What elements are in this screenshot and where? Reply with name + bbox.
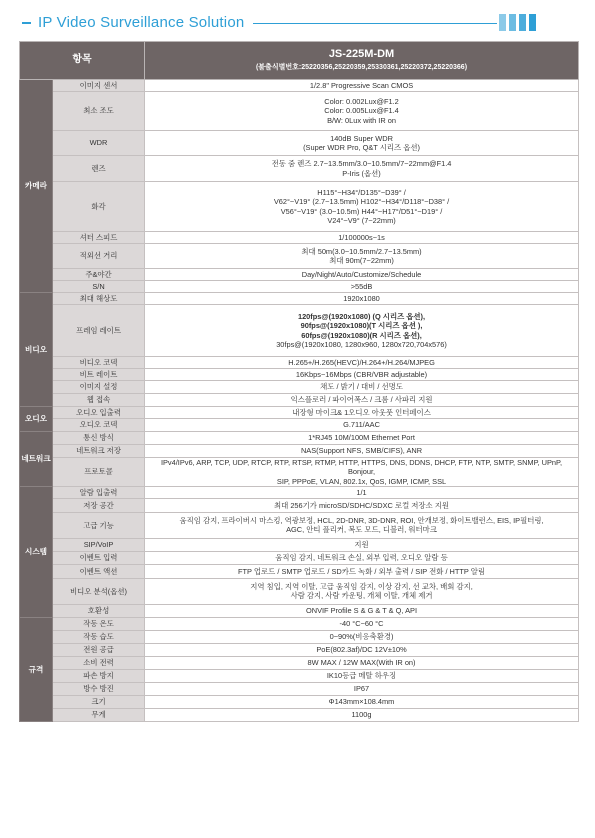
spec-value [145,419,579,432]
spec-value-line: V56°~V19° (3.0~10.5m) H44°~H17°/D51°~D19° / [280,206,443,216]
table-row [20,445,579,458]
spec-label: 셔터 스피드 [53,232,145,244]
spec-value-line: 120fps@(1920x1080) (Q 시리즈 옵션), [297,312,426,321]
category-spec: 규격 [20,617,53,721]
spec-value-line: SIP, PPPoE, VLAN, 802.1x, QoS, IGMP, ICMP, SSL [276,476,447,486]
table-row [20,182,579,232]
spec-label: 주&야간 [53,269,145,281]
spec-label: 이미지 센서 [53,80,145,92]
table-row [20,419,579,432]
spec-value-line: H115°~H34°/D135°~D39° / [317,188,406,197]
spec-value [145,281,579,293]
table-row [20,269,579,281]
table-row [20,578,579,604]
spec-value-line: 16Kbps~16Mbps (CBR/VBR adjustable) [295,369,428,379]
spec-value-line: 채도 / 밝기 / 대비 / 선명도 [320,382,403,392]
spec-value [145,458,579,487]
spec-label: S/N [53,281,145,293]
spec-value [145,498,579,512]
spec-value-line: IP67 [353,684,370,694]
table-row [20,656,579,669]
spec-value-line: IPv4/IPv6, ARP, TCP, UDP, RTCP, RTP, RTSP, RTMP, HTTP, HTTPS, DNS, DDNS, DHCP, FTP, NTP, SMTP, SNMP, UPnP, Bonjour, [160,458,563,477]
spec-value-line: Color: 0.002Lux@F1.2 [324,97,399,107]
table-row [20,617,579,630]
spec-value-line: V24°~V9° (7~22mm) [327,215,396,225]
spec-value-line: 1/100000s~1s [338,232,385,242]
model-id-note: (불출식별번호:25220356,25220359,25330361,25220372,25220366) [255,64,468,71]
spec-label: 비디오 코덱 [53,357,145,369]
table-row [20,630,579,643]
spec-label: 작동 습도 [53,630,145,643]
spec-value-line: 지원 [354,540,369,550]
table-row [20,369,579,381]
spec-value-line: 익스플로러 / 파이어폭스 / 크롬 / 사파리 지원 [290,395,433,405]
spec-value [145,682,579,695]
spec-label: 화각 [53,182,145,232]
spec-label: 저장 공간 [53,498,145,512]
spec-value [145,269,579,281]
spec-value-line: 8W MAX / 12W MAX(With IR on) [307,658,416,668]
spec-value-line: 1100g [351,710,372,720]
table-row [20,232,579,244]
spec-value [145,512,579,538]
spec-label: 최소 조도 [53,92,145,131]
spec-value [145,617,579,630]
spec-value [145,445,579,458]
spec-value [145,551,579,564]
table-row [20,498,579,512]
table-row [20,394,579,407]
spec-label: 파손 방지 [53,669,145,682]
table-row [20,682,579,695]
spec-value-line: 60fps@(1920x1080)(R 시리즈 옵션), [301,330,422,340]
spec-label: 적외선 거리 [53,244,145,269]
spec-value [145,369,579,381]
spec-label: 오디오 코덱 [53,419,145,432]
spec-label: 방수 방진 [53,682,145,695]
table-row [20,669,579,682]
spec-value-line: 움직임 감지, 네트워크 손실, 외부 입력, 오디오 알람 등 [275,553,448,563]
header-title: IP Video Surveillance Solution [38,14,245,31]
spec-label: 이미지 설정 [53,381,145,394]
spec-value [145,486,579,498]
spec-label: 소비 전력 [53,656,145,669]
spec-label: 전원 공급 [53,643,145,656]
spec-value-line: NAS(Support NFS, SMB/CIFS), ANR [300,446,423,456]
spec-label: 오디오 입출력 [53,407,145,419]
spec-value [145,643,579,656]
spec-value [145,538,579,551]
spec-label: 프레임 레이트 [53,305,145,357]
category-system: 시스템 [20,486,53,617]
spec-label: WDR [53,131,145,156]
table-row [20,538,579,551]
spec-value-line: 1/2.8" Progressive Scan CMOS [309,80,414,90]
spec-value [145,305,579,357]
spec-label: 최대 해상도 [53,293,145,305]
table-row [20,244,579,269]
table-row [20,551,579,564]
spec-value-line: 움직임 감지, 프라이버시 마스킹, 역광보정, HCL, 2D-DNR, 3D-DNR, ROI, 안개보정, 화이트밸런스, EIS, IP필터링, [179,516,544,525]
spec-value-line: Day/Night/Auto/Customize/Schedule [301,269,422,279]
spec-label: 프로토콜 [53,458,145,487]
spec-value-line: B/W: 0Lux with IR on [327,115,396,125]
spec-value [145,232,579,244]
spec-value-line: Φ143mm×108.4mm [328,697,395,707]
category-video: 비디오 [20,293,53,407]
spec-value-line: AGC, 안티 플리커, 복도 모드, 디블러, 워터마크 [286,525,437,535]
spec-value-line: 140dB Super WDR [330,133,393,143]
table-row [20,80,579,92]
spec-value-line: 내장형 마이크& 1오디오 아웃풋 인터페이스 [292,407,431,417]
header-model-cell [145,42,579,80]
spec-value [145,630,579,643]
spec-value-line: 최대 90m(7~22mm) [329,256,394,265]
spec-label: 고급 기능 [53,512,145,538]
model-name: JS-225M-DM [328,48,395,61]
spec-value-line: 최대 256기가 microSD/SDHC/SDXC 로컬 저장소 지원 [273,500,450,510]
spec-value [145,432,579,445]
spec-value-line: P-Iris (옵션) [342,168,381,178]
spec-value [145,394,579,407]
header-dash [22,22,31,24]
table-row [20,305,579,357]
table-row [20,486,579,498]
spec-value [145,381,579,394]
spec-label: 비트 레이트 [53,369,145,381]
spec-label: 웹 접속 [53,394,145,407]
spec-body [20,80,579,722]
spec-value-line: 전동 줌 렌즈 2.7~13.5mm/3.0~10.5mm/7~22mm@F1.4 [271,159,452,169]
spec-value [145,182,579,232]
category-network: 네트워크 [20,432,53,487]
category-audio: 오디오 [20,407,53,432]
spec-value-line: 1920x1080 [343,293,380,303]
spec-value [145,564,579,578]
table-row [20,281,579,293]
spec-value [145,708,579,721]
spec-value [145,604,579,617]
spec-value-line: 30fps@(1920x1080, 1280x960, 1280x720,704x576) [276,339,447,349]
table-header-row [20,42,579,80]
spec-value-line: H.265+/H.265(HEVC)/H.264+/H.264/MJPEG [288,357,435,367]
table-row [20,92,579,131]
spec-label: 크기 [53,695,145,708]
table-row [20,708,579,721]
spec-value [145,669,579,682]
spec-value-line: G.711/AAC [343,420,380,430]
spec-value-line: 사람 감지, 사람 카운팅, 개체 이탈, 개체 제거 [290,591,433,601]
spec-value [145,578,579,604]
spec-value [145,80,579,92]
spec-label: 이벤트 액션 [53,564,145,578]
spec-value [145,357,579,369]
table-row [20,458,579,487]
table-row [20,407,579,419]
spec-value-line: IK10등급 메탈 하우징 [326,671,397,681]
spec-label: 통신 방식 [53,432,145,445]
page-header [0,0,595,40]
spec-value-line: 1/1 [356,487,367,497]
spec-value [145,92,579,131]
table-row [20,695,579,708]
spec-value-line: PoE(802.3af)/DC 12V±10% [316,645,407,655]
spec-value-line: 지역 침입, 지역 이탈, 고급 움직임 감지, 이상 감지, 선 교차, 배회 감지, [250,582,473,591]
spec-value-line: 1*RJ45 10M/100M Ethernet Port [308,433,415,443]
spec-value-line: V62°~V19° (2.7~13.5mm) H102°~H34°/D118°~D38° / [273,197,450,207]
table-row [20,381,579,394]
spec-label: 작동 온도 [53,617,145,630]
spec-label: 렌즈 [53,156,145,182]
spec-label: 비디오 분석(옵션) [53,578,145,604]
spec-label: 호환성 [53,604,145,617]
table-row [20,156,579,182]
spec-value-line: FTP 업로드 / SMTP 업로드 / SD카드 녹화 / 외부 출력 / SIP 전화 / HTTP 알림 [237,566,486,576]
table-row [20,293,579,305]
spec-value-line: Color: 0.005Lux@F1.4 [324,106,399,116]
spec-value [145,695,579,708]
spec-value [145,656,579,669]
spec-value-line: 최대 50m(3.0~10.5mm/2.7~13.5mm) [301,246,422,256]
spec-value [145,407,579,419]
spec-value-line: ONVIF Profile S & G & T & Q, API [305,606,418,616]
spec-value-line: (Super WDR Pro, Q&T 시리즈 옵션) [303,143,420,152]
table-row [20,643,579,656]
spec-value-line: 90fps@(1920x1080)(T 시리즈 옵션 ), [300,321,423,331]
spec-table [19,41,579,722]
spec-label: 알람 입출력 [53,486,145,498]
spec-value [145,131,579,156]
header-item-cell: 항목 [20,42,145,80]
spec-label: 이벤트 입력 [53,551,145,564]
table-row [20,564,579,578]
table-row [20,512,579,538]
table-row [20,432,579,445]
header-blocks-decoration [499,14,536,31]
spec-label: 무게 [53,708,145,721]
table-row [20,131,579,156]
spec-value-line: -40 °C~60 °C [339,619,384,629]
spec-label: 네트워크 저장 [53,445,145,458]
spec-value [145,156,579,182]
table-row [20,604,579,617]
spec-value-line: 0~90%(비응축환경) [329,632,394,642]
category-camera: 카메라 [20,80,53,293]
spec-value [145,293,579,305]
table-row [20,357,579,369]
spec-value-line: >55dB [350,281,373,291]
spec-value [145,244,579,269]
spec-label: SIP/VoIP [53,538,145,551]
header-rule [253,23,497,24]
